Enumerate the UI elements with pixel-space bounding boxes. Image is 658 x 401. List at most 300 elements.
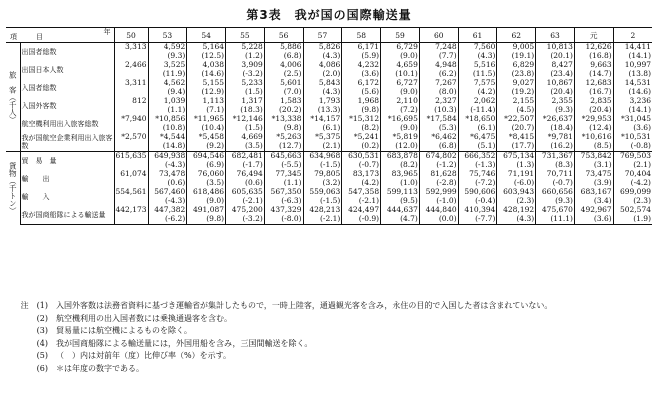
value-number: 2,327 xyxy=(435,96,457,105)
value-number: 3,236 xyxy=(629,96,651,105)
growth-rate: (5.9) xyxy=(361,50,380,60)
value-number: 10,867 xyxy=(546,78,573,87)
growth-rate: (-8.0) xyxy=(281,213,302,223)
value-cell xyxy=(574,79,613,97)
year-header-cell: 元 xyxy=(574,28,613,43)
growth-rate: (7.0) xyxy=(283,86,302,96)
growth-rate: (-1.0) xyxy=(436,195,457,205)
value-cell xyxy=(264,79,303,97)
value-number: 547,358 xyxy=(348,187,380,196)
value-number: *5,458 xyxy=(198,132,225,141)
value-number: 9,027 xyxy=(512,78,535,87)
value-number: *2,570 xyxy=(121,132,147,141)
value-cell xyxy=(419,133,458,152)
value-cell xyxy=(536,188,575,206)
growth-rate: (-2.8) xyxy=(436,177,457,187)
value-number: 4,659 xyxy=(396,60,418,69)
growth-rate: (14.6) xyxy=(201,68,225,78)
year-label: 年 xyxy=(103,28,111,36)
note-number: (5) xyxy=(36,351,48,361)
growth-rate: (4.3) xyxy=(516,213,535,223)
value-cell xyxy=(458,79,497,97)
growth-rate: (0.6) xyxy=(245,177,263,187)
value-number: 444,840 xyxy=(425,205,457,214)
row-label: 我が国商船隊による輸送量 xyxy=(20,206,114,225)
value-number: *14,157 xyxy=(310,114,341,123)
value-cell xyxy=(303,206,342,225)
value-cell xyxy=(381,133,420,152)
value-number: 6,729 xyxy=(396,42,418,51)
value-number: *31,045 xyxy=(621,114,651,123)
value-cell xyxy=(342,188,381,206)
growth-rate: (6.2) xyxy=(438,68,457,78)
growth-rate: (4.2) xyxy=(477,86,496,96)
growth-rate: (9.3) xyxy=(167,50,186,60)
value-number: 699,099 xyxy=(619,187,651,196)
value-number: *5,819 xyxy=(392,132,418,141)
value-cell xyxy=(148,170,187,188)
value-cell xyxy=(613,61,652,79)
value-cell xyxy=(419,170,458,188)
growth-rate: (-0.4) xyxy=(475,195,496,205)
growth-rate: (0.0) xyxy=(438,213,457,223)
growth-rate: (5.3) xyxy=(438,122,457,132)
note-text: ＊は年度の数字である。 xyxy=(56,363,144,373)
value-number: *4,544 xyxy=(160,132,186,141)
value-number: *12,146 xyxy=(232,114,263,123)
value-number: 428,192 xyxy=(503,205,535,214)
value-number: *10,531 xyxy=(621,132,651,141)
growth-rate: (2.3) xyxy=(516,195,535,205)
value-number: 3,313 xyxy=(125,42,147,51)
year-header-cell: 62 xyxy=(497,28,536,43)
growth-rate: (-6.2) xyxy=(164,213,186,223)
value-number: *10,616 xyxy=(581,132,612,141)
value-cell xyxy=(574,133,613,152)
value-number: 12,626 xyxy=(585,42,612,51)
value-cell xyxy=(574,206,613,225)
growth-rate: (4.3) xyxy=(322,50,341,60)
table-row xyxy=(6,170,652,188)
value-number: 475,200 xyxy=(231,205,263,214)
value-cell xyxy=(342,97,381,115)
growth-rate: (-7.2) xyxy=(475,177,496,187)
item-label: 項 目 xyxy=(10,33,49,41)
value-number: 70,711 xyxy=(546,169,573,178)
value-number: *5,241 xyxy=(353,132,380,141)
note-item xyxy=(8,313,653,326)
value-cell xyxy=(187,61,226,79)
growth-rate: (8.2) xyxy=(361,122,380,132)
growth-rate: (7.2) xyxy=(400,104,418,114)
growth-rate: (1.1) xyxy=(167,104,186,114)
value-cell xyxy=(148,188,187,206)
value-number: 7,560 xyxy=(473,42,496,51)
value-number: 1,317 xyxy=(241,96,263,105)
value-number: 428,213 xyxy=(309,205,341,214)
value-cell xyxy=(187,133,226,152)
value-cell xyxy=(574,170,613,188)
growth-rate: (1.5) xyxy=(245,86,263,96)
year-header-cell: 53 xyxy=(148,28,187,43)
value-cell xyxy=(613,133,652,152)
value-number: 1,968 xyxy=(357,96,380,105)
note-text: 我が国商船隊による輸送量には，外国用船を含み，三国間輸送を除く。 xyxy=(56,338,313,348)
growth-rate: (7.1) xyxy=(206,104,225,114)
growth-rate: (6.1) xyxy=(322,122,341,132)
value-number: 592,999 xyxy=(425,187,457,196)
value-cell xyxy=(187,206,226,225)
year-header-cell: 63 xyxy=(536,28,575,43)
value-cell xyxy=(264,115,303,133)
note-number: 注 (1) xyxy=(20,301,48,310)
value-cell xyxy=(419,43,458,62)
value-cell xyxy=(613,188,652,206)
value-cell xyxy=(148,43,187,62)
value-number: 81,628 xyxy=(430,169,457,178)
value-number: 6,829 xyxy=(512,60,535,69)
value-cell xyxy=(574,97,613,115)
value-cell xyxy=(187,170,226,188)
value-cell xyxy=(114,97,148,115)
value-cell xyxy=(114,206,148,225)
growth-rate: (18.3) xyxy=(240,104,263,114)
value-cell xyxy=(536,152,575,171)
value-cell xyxy=(381,206,420,225)
value-number: 1,113 xyxy=(202,96,225,105)
value-number: *15,312 xyxy=(349,114,380,123)
value-cell xyxy=(381,188,420,206)
value-number: 10,997 xyxy=(624,60,651,69)
value-number: 5,516 xyxy=(473,60,496,69)
value-number: 77,345 xyxy=(275,169,302,178)
value-cell xyxy=(458,133,497,152)
growth-rate: (9.0) xyxy=(400,86,418,96)
value-cell xyxy=(381,79,420,97)
value-number: 2,155 xyxy=(512,96,535,105)
value-cell xyxy=(303,79,342,97)
value-number: 444,637 xyxy=(386,205,418,214)
value-cell xyxy=(497,97,536,115)
value-cell xyxy=(226,61,265,79)
note-item xyxy=(8,325,653,338)
note-item xyxy=(8,350,653,363)
note-text: （ ）内は対前年（度）比伸び率（%）を示す。 xyxy=(56,351,231,361)
growth-rate: (0.2) xyxy=(361,140,380,150)
growth-rate: (19.2) xyxy=(511,86,535,96)
value-cell xyxy=(264,97,303,115)
value-cell xyxy=(303,170,342,188)
value-number: 73,475 xyxy=(585,169,612,178)
value-cell xyxy=(187,152,226,171)
growth-rate: (-1.5) xyxy=(320,159,341,169)
value-cell xyxy=(264,152,303,171)
value-cell xyxy=(148,61,187,79)
value-number: 4,562 xyxy=(163,78,186,87)
value-cell xyxy=(264,61,303,79)
value-cell xyxy=(536,206,575,225)
value-number: 442,173 xyxy=(115,205,147,214)
value-number: 491,087 xyxy=(193,205,225,214)
value-cell xyxy=(458,206,497,225)
row-label: 出国者総数 xyxy=(20,43,114,62)
value-number: *18,650 xyxy=(465,114,496,123)
value-number: 630,531 xyxy=(348,151,380,160)
value-cell xyxy=(381,61,420,79)
value-number: 10,813 xyxy=(546,42,573,51)
value-cell xyxy=(497,170,536,188)
value-number: 437,329 xyxy=(270,205,302,214)
value-cell xyxy=(458,97,497,115)
value-cell xyxy=(381,152,420,171)
value-cell xyxy=(458,115,497,133)
value-number: 61,074 xyxy=(120,169,147,178)
value-number: 603,943 xyxy=(503,187,535,196)
note-text: 航空機利用の出入国者数には乗換通過客を含む。 xyxy=(56,313,232,323)
value-cell xyxy=(613,152,652,171)
value-number: *26,637 xyxy=(542,114,573,123)
growth-rate: (-3.2) xyxy=(242,213,263,223)
row-label: 我が国航空企業利用出入旅客数 xyxy=(21,133,113,150)
value-number: 3,525 xyxy=(163,60,186,69)
value-number: 769,503 xyxy=(619,151,651,160)
growth-rate: (8.5) xyxy=(593,140,612,150)
growth-rate: (-1.2) xyxy=(436,159,457,169)
row-label: 出国日本人数 xyxy=(20,61,114,79)
growth-rate: (9.8) xyxy=(361,104,380,114)
year-header-cell: 61 xyxy=(458,28,497,43)
value-number: 567,350 xyxy=(270,187,302,196)
growth-rate: (20.4) xyxy=(589,104,612,114)
value-cell xyxy=(419,115,458,133)
value-cell xyxy=(381,43,420,62)
value-cell xyxy=(303,188,342,206)
value-number: 70,404 xyxy=(624,169,651,178)
table-row xyxy=(6,97,652,115)
value-cell xyxy=(187,43,226,62)
value-number: 6,171 xyxy=(357,42,380,51)
value-number: 4,948 xyxy=(435,60,457,69)
value-number: *5,375 xyxy=(315,132,341,141)
value-cell xyxy=(187,79,226,97)
value-number: 4,669 xyxy=(241,132,263,141)
value-cell xyxy=(342,115,381,133)
growth-rate: (12.7) xyxy=(279,140,302,150)
value-cell xyxy=(419,79,458,97)
value-number: 83,173 xyxy=(352,169,380,178)
growth-rate: (6.1) xyxy=(477,122,496,132)
value-number: *7,940 xyxy=(121,114,147,123)
growth-rate: (1.3) xyxy=(516,159,535,169)
growth-rate: (-6.0) xyxy=(513,177,535,187)
value-cell xyxy=(381,115,420,133)
value-number: 605,635 xyxy=(231,187,263,196)
value-number: *9,781 xyxy=(547,132,573,141)
value-cell xyxy=(574,115,613,133)
value-number: 5,228 xyxy=(241,42,263,51)
growth-rate: (16.7) xyxy=(589,86,612,96)
value-number: 502,574 xyxy=(619,205,651,214)
growth-rate: (9.2) xyxy=(206,140,225,150)
value-cell xyxy=(226,188,265,206)
value-number: 618,486 xyxy=(193,187,225,196)
value-cell xyxy=(342,133,381,152)
value-cell xyxy=(342,170,381,188)
value-cell xyxy=(342,79,381,97)
value-number: 76,494 xyxy=(236,169,263,178)
growth-rate: (18.4) xyxy=(550,122,573,132)
value-cell xyxy=(303,61,342,79)
value-cell xyxy=(114,170,148,188)
value-number: 75,746 xyxy=(469,169,496,178)
value-cell xyxy=(574,188,613,206)
growth-rate: (-5.5) xyxy=(281,159,302,169)
value-cell xyxy=(458,188,497,206)
value-number: *6,475 xyxy=(470,132,496,141)
growth-rate: (-11.4) xyxy=(470,104,496,114)
value-cell xyxy=(187,188,226,206)
value-cell xyxy=(342,61,381,79)
growth-rate: (8.3) xyxy=(555,159,573,169)
table-row xyxy=(6,79,652,97)
row-label: 輸 出 xyxy=(20,170,114,188)
value-cell xyxy=(148,206,187,225)
growth-rate: (-1.3) xyxy=(475,159,496,169)
value-number: 71,191 xyxy=(507,169,535,178)
year-header-cell: 58 xyxy=(342,28,381,43)
value-number: 694,546 xyxy=(193,151,225,160)
value-number: *29,953 xyxy=(581,114,612,123)
value-cell xyxy=(419,152,458,171)
growth-rate: (9.0) xyxy=(400,50,418,60)
growth-rate: (2.5) xyxy=(283,68,302,78)
value-cell xyxy=(536,61,575,79)
value-number: 5,601 xyxy=(280,78,302,87)
value-cell xyxy=(303,152,342,171)
growth-rate: (9.5) xyxy=(400,195,418,205)
growth-rate: (14.1) xyxy=(628,50,651,60)
value-cell xyxy=(613,43,652,62)
growth-rate: (2.1) xyxy=(322,140,341,150)
value-number: 1,039 xyxy=(163,96,186,105)
value-number: 447,382 xyxy=(154,205,186,214)
value-cell xyxy=(187,115,226,133)
value-number: 649,938 xyxy=(154,151,186,160)
value-cell xyxy=(613,115,652,133)
value-number: 6,727 xyxy=(396,78,418,87)
growth-rate: (9.3) xyxy=(555,195,573,205)
value-cell xyxy=(458,170,497,188)
growth-rate: (-1.5) xyxy=(320,195,341,205)
value-cell xyxy=(381,170,420,188)
notes-section xyxy=(8,300,653,376)
growth-rate: (9.0) xyxy=(400,122,418,132)
value-cell xyxy=(613,170,652,188)
value-cell xyxy=(497,188,536,206)
table-row xyxy=(6,206,652,225)
value-number: 8,427 xyxy=(551,60,573,69)
value-number: 660,656 xyxy=(541,187,573,196)
growth-rate: (1.5) xyxy=(245,122,263,132)
value-number: 79,805 xyxy=(314,169,341,178)
note-item xyxy=(8,363,653,376)
value-number: 14,411 xyxy=(624,42,651,51)
growth-rate: (-7.7) xyxy=(475,213,496,223)
value-cell xyxy=(497,133,536,152)
value-cell xyxy=(497,61,536,79)
value-cell xyxy=(381,97,420,115)
value-number: 73,478 xyxy=(159,169,186,178)
value-number: 7,575 xyxy=(473,78,496,87)
value-number: *13,338 xyxy=(271,114,302,123)
value-cell xyxy=(342,43,381,62)
value-cell xyxy=(458,43,497,62)
value-cell xyxy=(536,79,575,97)
growth-rate: (13.3) xyxy=(317,104,341,114)
value-cell xyxy=(264,43,303,62)
growth-rate: (4.5) xyxy=(516,104,535,114)
growth-rate: (14.7) xyxy=(589,68,612,78)
note-item xyxy=(8,338,653,351)
growth-rate: (2.0) xyxy=(322,68,341,78)
value-cell xyxy=(226,206,265,225)
note-number: (2) xyxy=(36,313,48,323)
growth-rate: (-0.8) xyxy=(630,140,651,150)
value-cell xyxy=(264,170,303,188)
value-cell xyxy=(419,97,458,115)
row-label: 航空機利用出入旅客総数 xyxy=(20,115,114,133)
value-number: *5,263 xyxy=(276,132,302,141)
value-cell xyxy=(574,152,613,171)
growth-rate: (6.9) xyxy=(206,159,225,169)
value-number: 1,793 xyxy=(318,96,341,105)
value-number: 753,842 xyxy=(580,151,612,160)
value-cell xyxy=(114,79,148,97)
value-cell xyxy=(114,188,148,206)
year-header-cell: 60 xyxy=(419,28,458,43)
value-number: 12,683 xyxy=(585,78,612,87)
value-cell xyxy=(497,152,536,171)
growth-rate: (20.1) xyxy=(550,50,573,60)
table-header-row xyxy=(6,28,652,43)
row-label: 入国者総数 xyxy=(20,79,114,97)
value-cell xyxy=(114,115,148,133)
value-number: 683,167 xyxy=(580,187,612,196)
note-number: (4) xyxy=(36,338,48,348)
value-cell xyxy=(148,97,187,115)
note-number: (6) xyxy=(36,363,48,373)
growth-rate: (7.7) xyxy=(438,50,457,60)
value-number: 475,670 xyxy=(541,205,573,214)
value-cell xyxy=(303,43,342,62)
growth-rate: (3.5) xyxy=(206,177,225,187)
value-number: 5,826 xyxy=(318,42,341,51)
value-number: 812 xyxy=(132,96,147,105)
value-number: 4,038 xyxy=(202,60,225,69)
year-header-cell: 56 xyxy=(264,28,303,43)
growth-rate: (17.7) xyxy=(511,140,535,150)
growth-rate: (-4.3) xyxy=(164,159,186,169)
value-number: 9,005 xyxy=(512,42,535,51)
value-number: 2,835 xyxy=(590,96,612,105)
value-cell xyxy=(226,43,265,62)
growth-rate: (-3.2) xyxy=(242,68,263,78)
value-cell xyxy=(264,188,303,206)
value-cell xyxy=(497,43,536,62)
value-number: 14,531 xyxy=(624,78,651,87)
growth-rate: (11.5) xyxy=(472,68,496,78)
value-number: 7,248 xyxy=(435,42,457,51)
